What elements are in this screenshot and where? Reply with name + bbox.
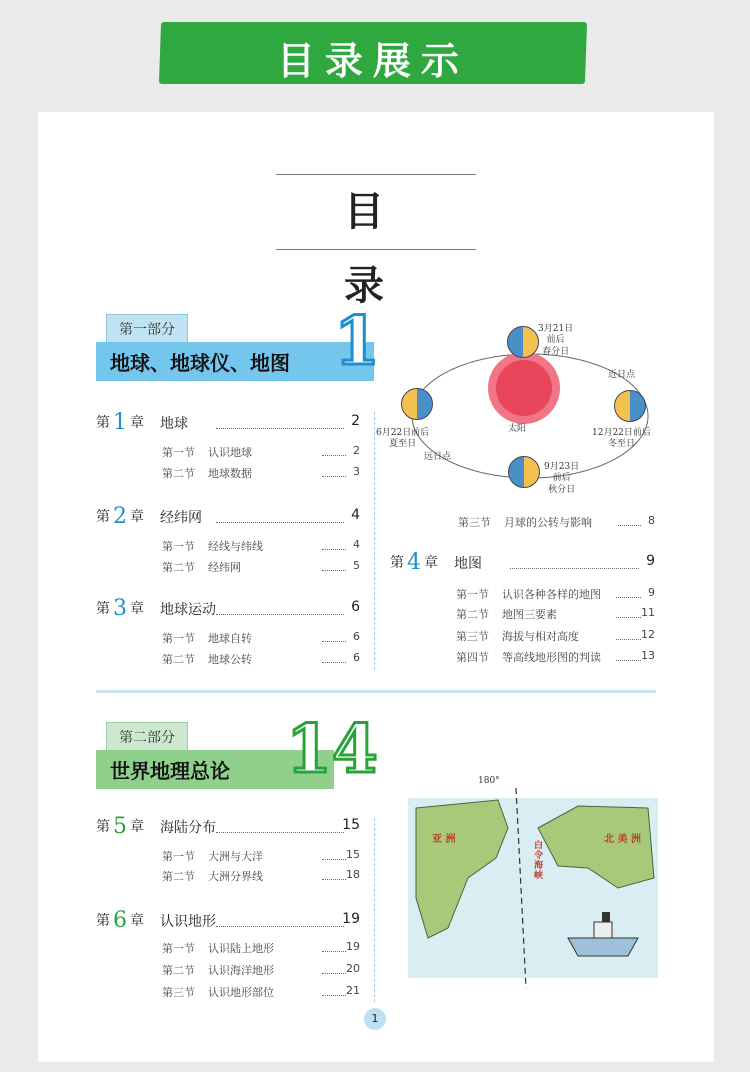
globe-summer-icon: [401, 388, 433, 420]
section-leader: [322, 476, 346, 477]
section-row: [162, 848, 360, 864]
chapter-suffix: 章: [130, 415, 144, 431]
north-america-label: 北 美 洲: [604, 834, 641, 845]
section-title: 海拔与相对高度: [502, 630, 579, 643]
bering-strait-label: 白令海峡: [534, 841, 544, 881]
section-leader: [322, 951, 346, 952]
section-page: 21: [346, 984, 360, 997]
section-page: 2: [353, 444, 360, 457]
section-leader: [322, 570, 346, 571]
section-page: 3: [353, 465, 360, 478]
chapter-word: 第: [96, 509, 110, 525]
meridian-label: 180°: [478, 776, 500, 786]
section-leader: [616, 660, 641, 661]
section-page: 11: [641, 606, 655, 619]
section-title: 大洲与大洋: [208, 850, 263, 863]
chapter-page: 4: [351, 507, 360, 523]
sun-graphic: [496, 360, 552, 416]
section-row: [162, 465, 360, 481]
section-page: 9: [648, 586, 655, 599]
section-title: 地球自转: [208, 632, 252, 645]
chapter-number: 3: [113, 596, 127, 621]
chapter-word: 第: [96, 415, 110, 431]
toc-title: 目录: [344, 188, 448, 309]
section-row: [162, 984, 360, 1000]
section-leader: [322, 973, 346, 974]
section-label: 第三节: [162, 986, 195, 999]
section-label: 第一节: [162, 850, 195, 863]
chapter-leader: [216, 428, 344, 429]
chapter-page: 15: [342, 817, 360, 833]
chapter-suffix: 章: [130, 913, 144, 929]
globe-winter-icon: [614, 390, 646, 422]
section-page: 13: [641, 649, 655, 662]
chapter-leader: [216, 614, 344, 615]
section-title: 大洲分界线: [208, 870, 263, 883]
chapter-title: 认识地形: [160, 914, 216, 930]
section-page: 20: [346, 962, 360, 975]
section-banner: [159, 22, 587, 84]
section-leader: [322, 662, 346, 663]
chapter-number: 4: [407, 550, 421, 575]
winter-solstice-label: 12月22日前后 冬至日: [592, 428, 651, 450]
toc-page: [38, 112, 714, 1062]
section-page: 4: [353, 538, 360, 551]
map-graphic: [408, 788, 658, 998]
section-leader: [322, 549, 346, 550]
section-row: [456, 606, 655, 622]
section-label: 第二节: [162, 964, 195, 977]
section-title: 认识地形部位: [208, 986, 274, 999]
chapter-page: 6: [351, 599, 360, 615]
chapter-title: 地球运动: [160, 602, 216, 618]
section-row: [162, 538, 360, 554]
globe-autumn-icon: [508, 456, 540, 488]
chapter-heading: [96, 410, 360, 436]
section-title: 等高线地形图的判读: [502, 651, 601, 664]
section-label: 第二节: [162, 561, 195, 574]
section-label: 第二节: [162, 467, 195, 480]
section-leader: [618, 525, 641, 526]
section-row: [456, 586, 655, 602]
chapter-leader: [216, 832, 344, 833]
chapter-suffix: 章: [130, 601, 144, 617]
section-row: [456, 628, 655, 644]
globe-spring-icon: [507, 326, 539, 358]
chapter-heading: [96, 908, 360, 934]
chapter-page: 9: [646, 553, 655, 569]
chapter-suffix: 章: [130, 819, 144, 835]
section-label: 第一节: [162, 540, 195, 553]
part-1-number: 1: [334, 302, 380, 380]
section-leader: [322, 859, 346, 860]
section-page: 19: [346, 940, 360, 953]
section-title: 认识海洋地形: [208, 964, 274, 977]
chapter-title: 地球: [160, 416, 188, 432]
chapter-word: 第: [96, 819, 110, 835]
section-page: 5: [353, 559, 360, 572]
chapter-leader: [216, 926, 344, 927]
section-page: 18: [346, 868, 360, 881]
chapter-heading: [96, 596, 360, 622]
chapter-heading: [96, 814, 360, 840]
section-page: 6: [353, 651, 360, 664]
chapter-page: 2: [351, 413, 360, 429]
perihelion-label: 近日点: [608, 370, 636, 380]
section-row: [162, 651, 360, 667]
section-row: [456, 649, 655, 665]
section-leader: [322, 995, 346, 996]
section-title: 地图三要素: [502, 608, 557, 621]
section-label: 第二节: [162, 653, 195, 666]
section-leader: [616, 617, 641, 618]
page-number: 1: [364, 1008, 386, 1030]
section-row: [162, 630, 360, 646]
section-label: 第一节: [162, 446, 195, 459]
spring-equinox-label: 3月21日 前后 春分日: [538, 324, 574, 357]
section-label: 第一节: [162, 942, 195, 955]
section-leader: [616, 639, 641, 640]
chapter-word: 第: [390, 555, 404, 571]
section-row: [458, 514, 655, 530]
autumn-equinox-label: 9月23日 前后 秋分日: [544, 462, 580, 495]
section-title: 认识各种各样的地图: [502, 588, 601, 601]
section-page: 15: [346, 848, 360, 861]
section-page: 12: [641, 628, 655, 641]
chapter-title: 地图: [454, 556, 482, 572]
section-title: 月球的公转与影响: [504, 516, 592, 529]
section-title: 地球公转: [208, 653, 252, 666]
section-title: 经纬网: [208, 561, 241, 574]
section-label: 第三节: [458, 516, 491, 529]
chapter-word: 第: [96, 601, 110, 617]
section-label: 第一节: [162, 632, 195, 645]
asia-label: 亚 洲: [432, 834, 456, 845]
banner-title: 目录展示: [276, 39, 469, 83]
chapter-number: 1: [113, 410, 127, 435]
section-title: 认识陆上地形: [208, 942, 274, 955]
chapter-title: 海陆分布: [160, 820, 216, 836]
aphelion-label: 远日点: [424, 452, 452, 462]
part-1-tag: 第一部分: [106, 314, 188, 344]
part-2-title: 世界地理总论: [96, 750, 334, 789]
section-row: [162, 940, 360, 956]
section-title: 认识地球: [208, 446, 252, 459]
sun-label: 太阳: [508, 424, 527, 434]
chapter-number: 6: [113, 908, 127, 933]
section-label: 第一节: [456, 588, 489, 601]
section-page: 8: [648, 514, 655, 527]
section-label: 第二节: [456, 608, 489, 621]
chapter-leader: [216, 522, 344, 523]
section-page: 6: [353, 630, 360, 643]
chapter-leader: [510, 568, 639, 569]
chapter-page: 19: [342, 911, 360, 927]
chapter-number: 2: [113, 504, 127, 529]
section-row: [162, 444, 360, 460]
chapter-number: 5: [113, 814, 127, 839]
section-row: [162, 868, 360, 884]
section-row: [162, 962, 360, 978]
section-label: 第三节: [456, 630, 489, 643]
chapter-suffix: 章: [424, 555, 438, 571]
summer-solstice-label: 6月22日前后 夏至日: [376, 428, 430, 450]
section-label: 第二节: [162, 870, 195, 883]
section-leader: [322, 879, 346, 880]
section-title: 地球数据: [208, 467, 252, 480]
section-title: 经线与纬线: [208, 540, 263, 553]
chapter-word: 第: [96, 913, 110, 929]
part-2-tag: 第二部分: [106, 722, 188, 752]
section-leader: [322, 641, 346, 642]
chapter-title: 经纬网: [160, 510, 202, 526]
chapter-heading: [96, 504, 360, 530]
part-2-number: 14: [286, 710, 378, 788]
section-leader: [322, 455, 346, 456]
part-1-title: 地球、地球仪、地图: [96, 342, 374, 381]
chapter-heading: [390, 550, 655, 576]
chapter-suffix: 章: [130, 509, 144, 525]
section-row: [162, 559, 360, 575]
section-label: 第四节: [456, 651, 489, 664]
section-leader: [616, 597, 641, 598]
